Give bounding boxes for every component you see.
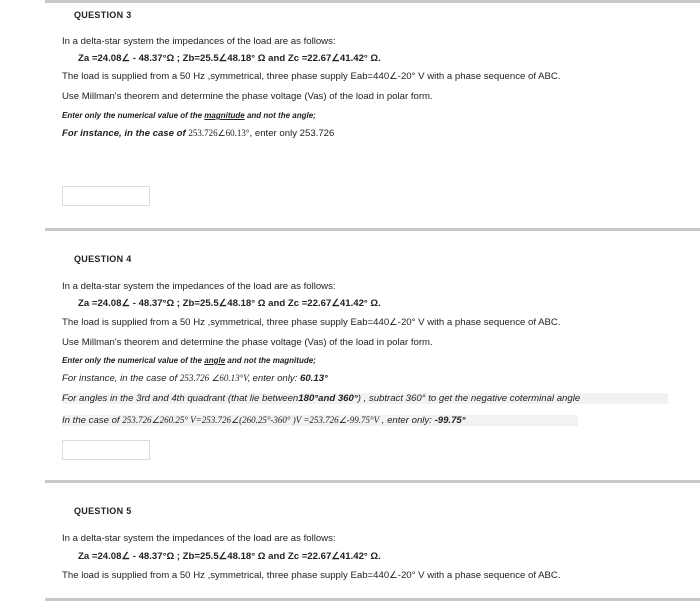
q5-impedances: Za =24.08∠ - 48.37°Ω ; Zb=25.5∠48.18° Ω and Zc =22.67∠41.42° Ω. — [78, 551, 381, 562]
q3-answer-input[interactable] — [62, 186, 150, 206]
q4-angles-pre: For angles in the 3rd and 4th quadrant (that lie between — [62, 393, 299, 404]
q3-instance — [62, 128, 334, 139]
q4-angles-range: 180°and 360° — [298, 393, 358, 404]
q4-answer-input[interactable] — [62, 440, 150, 460]
q4-impedances: Za =24.08∠ - 48.37°Ω ; Zb=25.5∠48.18° Ω and Zc =22.67∠41.42° Ω. — [78, 298, 381, 309]
q3-instance-post: , enter only 253.726 — [249, 128, 335, 139]
q4-instance-val: 253.726 ∠60.13°V, — [179, 373, 250, 383]
q3-note-post: and not the angle; — [244, 111, 316, 120]
q4-instance-mid: enter only: — [249, 373, 301, 384]
q3-note — [62, 111, 316, 120]
q4-note — [62, 356, 316, 365]
q4-note-key: angle — [204, 356, 226, 365]
q4-note-pre: Enter only the numerical value of the — [62, 356, 205, 365]
q4-instance-pre: For instance, in the case of — [62, 373, 180, 384]
bottom-separator — [45, 598, 700, 601]
question-4-title: QUESTION 4 — [74, 254, 132, 264]
q4-supply: The load is supplied from a 50 Hz ,symmetrical, three phase supply Eab=440∠-20° V with a phase sequence of ABC. — [62, 317, 561, 328]
q3-instance-pre: For instance, in the case of — [62, 128, 189, 139]
q5-intro: In a delta-star system the impedances of the load are as follows: — [62, 533, 336, 544]
q3-supply: The load is supplied from a 50 Hz ,symmetrical, three phase supply Eab=440∠-20° V with a phase sequence of ABC. — [62, 71, 561, 82]
q4-task: Use Millman's theorem and determine the phase voltage (Vas) of the load in polar form. — [62, 337, 433, 348]
q4-instance-ans: 60.13° — [300, 373, 328, 384]
q3-impedances: Za =24.08∠ - 48.37°Ω ; Zb=25.5∠48.18° Ω and Zc =22.67∠41.42° Ω. — [78, 53, 381, 64]
q3-note-pre: Enter only the numerical value of the — [62, 111, 205, 120]
q4-case-val: 253.726∠260.25° V=253.726∠(260.25°-360° )V =253.726∠-99.75°V — [122, 415, 380, 425]
q3-instance-val: 253.726∠60.13° — [188, 128, 250, 138]
top-separator — [45, 0, 700, 3]
question-5-title: QUESTION 5 — [74, 506, 132, 516]
q4-intro: In a delta-star system the impedances of the load are as follows: — [62, 281, 336, 292]
q3-task: Use Millman's theorem and determine the phase voltage (Vas) of the load in polar form. — [62, 91, 433, 102]
q3-note-key: magnitude — [204, 111, 245, 120]
q4-instance — [62, 373, 328, 384]
q4-separator — [45, 228, 700, 231]
q4-angles-rule — [62, 393, 668, 404]
q4-angles-post: ) , subtract 360° to get the negative coterminal angle — [357, 393, 581, 404]
q4-note-post: and not the magnitude; — [225, 356, 316, 365]
question-3-title: QUESTION 3 — [74, 10, 132, 20]
q3-intro: In a delta-star system the impedances of the load are as follows: — [62, 36, 336, 47]
q5-separator — [45, 480, 700, 483]
q4-case-mid: , enter only: — [379, 415, 435, 426]
q5-supply: The load is supplied from a 50 Hz ,symmetrical, three phase supply Eab=440∠-20° V with a phase sequence of ABC. — [62, 570, 561, 581]
q4-case-pre: In the case of — [62, 415, 123, 426]
q4-case-ans: -99.75° — [434, 415, 466, 426]
q4-case — [62, 415, 578, 426]
